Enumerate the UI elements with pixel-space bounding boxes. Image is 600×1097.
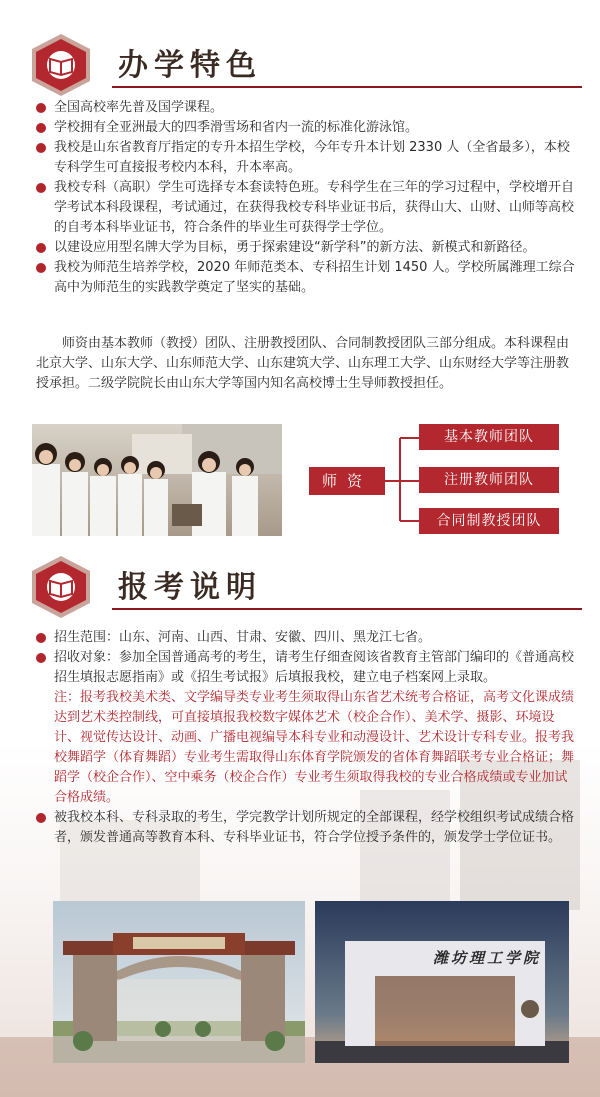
list-item: 我校为师范生培养学校，2020 年师范类本、专科招生计划 1450 人。学校所属潍理工综合高中为师范生的实践教学奠定了坚实的基础。 xyxy=(36,258,576,298)
list-item: 我校专科（高职）学生可选择专本套读特色班。专科学生在三年的学习过程中，学校增开自学考试本科段课程，考试通过，在获得我校专科毕业证书后，获得山大、山财、山师等高校的自考本科毕业证书，符合条件的毕业生可获得学士学位。 xyxy=(36,178,576,238)
faculty-paragraph: 师资由基本教师（教授）团队、注册教授团队、合同制教授团队三部分组成。本科课程由北京大学、山东大学、山东师范大学、山东建筑大学、山东理工大学、山东财经大学等注册教授承担。二级学院院长由山东大学等国内知名高校博士生导师教授担任。 xyxy=(36,336,570,391)
faculty-connector xyxy=(380,428,422,528)
list-item: 以建设应用型名牌大学为目标，勇于探索建设“新学科”的新方法、新模式和新路径。 xyxy=(36,238,576,258)
gate-sign-text: 潍坊理工学院 xyxy=(433,949,542,967)
note-item: 注：报考我校美术类、文学编导类专业考生须取得山东省艺术统考合格证，高考文化课成绩达到艺术类控制线，可直接填报我校数字媒体艺术（校企合作）、美术学、摄影、环境设计、视觉传达设计、动画、广播电视编导本科专业和动漫设计、艺术设计专科专业。报考我校舞蹈学（体育舞蹈）专业考生需取得山东体育学院颁发的省体育舞蹈联考专业合格证；舞蹈学（校企合作）、空中乘务（校企合作）专业考生须取得我校的专业合格成绩或专业加试合格成绩。 xyxy=(54,690,575,805)
book-emblem-icon xyxy=(28,32,94,98)
features-list xyxy=(36,98,576,298)
campus-gate-photo-right xyxy=(315,901,569,1063)
faculty-team-contract: 合同制教授团队 xyxy=(419,508,559,534)
book-emblem-icon xyxy=(28,554,94,620)
faculty-main-box: 师资 xyxy=(309,467,385,495)
list-item: 招生范围：山东、河南、山西、甘肃、安徽、四川、黑龙江七省。 xyxy=(36,628,576,648)
campus-gate-photo-left xyxy=(53,901,305,1063)
faculty-team-registered: 注册教师团队 xyxy=(419,467,559,493)
teaching-photo xyxy=(32,424,282,536)
section-rule xyxy=(112,86,582,88)
section-rule xyxy=(112,608,582,610)
list-item: 学校拥有全亚洲最大的四季滑雪场和省内一流的标准化游泳馆。 xyxy=(36,118,576,138)
section-header-features xyxy=(22,28,582,98)
section-title: 报考说明 xyxy=(118,570,262,605)
section-header-admission xyxy=(22,550,582,620)
faculty-team-basic: 基本教师团队 xyxy=(419,424,559,450)
admission-list xyxy=(36,628,576,848)
section-title: 办学特色 xyxy=(118,48,262,83)
list-item: 招收对象：参加全国普通高考的考生，请考生仔细查阅该省教育主管部门编印的《普通高校招生填报志愿指南》或《招生考试报》后填报我校，建立电子档案网上录取。 xyxy=(36,648,576,688)
list-item: 全国高校率先普及国学课程。 xyxy=(36,98,576,118)
list-item: 我校是山东省教育厅指定的专升本招生学校，今年专升本计划 2330 人（全省最多），本校专科学生可直接报考校内本科，升本率高。 xyxy=(36,138,576,178)
list-item: 被我校本科、专科录取的考生，学完教学计划所规定的全部课程，经学校组织考试成绩合格者，颁发普通高等教育本科、专科毕业证书，符合学位授予条件的，颁发学士学位证书。 xyxy=(36,808,576,848)
